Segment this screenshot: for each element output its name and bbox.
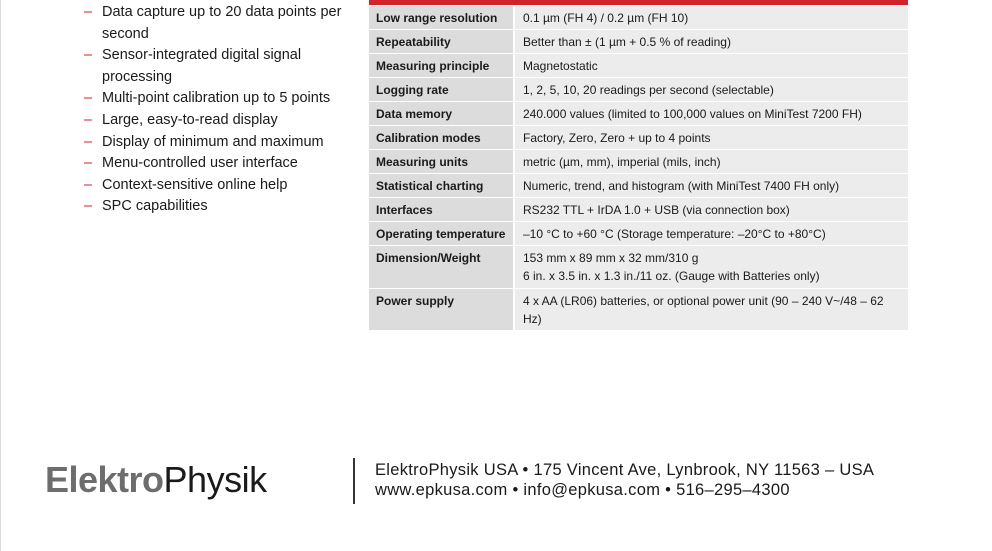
spec-value: –10 °C to +60 °C (Storage temperature: –20°C to +80°C) (515, 222, 908, 245)
spec-label: Measuring principle (369, 54, 515, 77)
spec-value (515, 246, 908, 288)
contact-line: www.epkusa.com • info@epkusa.com • 516–295–4300 (375, 481, 790, 499)
feature-item: – Data capture up to 20 data points per second (84, 4, 342, 42)
address-line: ElektroPhysik USA • 175 Vincent Ave, Lynbrook, NY 11563 – USA (375, 461, 875, 479)
table-row (369, 222, 908, 245)
table-row (369, 30, 908, 53)
table-row (369, 198, 908, 221)
dash-bullet: – (84, 155, 93, 172)
table-row (369, 126, 908, 149)
feature-item: – Large, easy-to-read display (84, 110, 344, 132)
spec-value: 240.000 values (limited to 100,000 values on MiniTest 7200 FH) (515, 102, 908, 125)
table-row (369, 289, 908, 330)
dash-bullet: – (84, 198, 93, 215)
spec-label: Operating temperature (369, 222, 515, 245)
feature-item: – Display of minimum and maximum (84, 132, 344, 154)
table-row (369, 150, 908, 173)
spec-label: Logging rate (369, 78, 515, 101)
spec-value: 1, 2, 5, 10, 20 readings per second (selectable) (515, 78, 908, 101)
spec-label: Calibration modes (369, 126, 515, 149)
contact-block (375, 460, 874, 500)
table-row (369, 102, 908, 125)
spec-value: metric (µm, mm), imperial (mils, inch) (515, 150, 908, 173)
spec-table-container (369, 0, 908, 331)
spec-label: Power supply (369, 289, 515, 330)
table-row (369, 6, 908, 29)
table-row (369, 246, 908, 288)
spec-label: Interfaces (369, 198, 515, 221)
spec-label: Dimension/Weight (369, 246, 515, 288)
dash-bullet: – (84, 4, 93, 20)
spec-value: Factory, Zero, Zero + up to 4 points (515, 126, 908, 149)
table-row (369, 174, 908, 197)
feature-list (84, 2, 344, 218)
dash-bullet: – (84, 133, 93, 150)
spec-label: Low range resolution (369, 6, 515, 29)
spec-label: Statistical charting (369, 174, 515, 197)
spec-value: 0.1 µm (FH 4) / 0.2 µm (FH 10) (515, 6, 908, 29)
logo-part-elektro: Elektro (45, 459, 164, 500)
spec-value: Better than ± (1 µm + 0.5 % of reading) (515, 30, 908, 53)
spec-table (369, 5, 908, 331)
footer-divider (353, 458, 355, 504)
elektrophysik-logo (45, 458, 267, 502)
spec-value: Magnetostatic (515, 54, 908, 77)
spec-label: Measuring units (369, 150, 515, 173)
table-row (369, 78, 908, 101)
spec-value: 4 x AA (LR06) batteries, or optional power unit (90 – 240 V~/48 – 62 Hz) (515, 289, 908, 330)
table-row (369, 54, 908, 77)
dash-bullet: – (84, 111, 93, 128)
feature-item: – Context-sensitive online help (84, 175, 344, 197)
feature-item: – Sensor-integrated digital signal processing (84, 47, 302, 85)
dash-bullet: – (84, 90, 93, 107)
spec-value: RS232 TTL + IrDA 1.0 + USB (via connection box) (515, 198, 908, 221)
dash-bullet: – (84, 176, 93, 193)
feature-item: – Menu-controlled user interface (84, 153, 344, 175)
spec-value-line: 6 in. x 3.5 in. x 1.3 in./11 oz. (Gauge with Batteries only) (523, 269, 820, 283)
spec-value: Numeric, trend, and histogram (with MiniTest 7400 FH only) (515, 174, 908, 197)
spec-label: Data memory (369, 102, 515, 125)
dash-bullet: – (84, 47, 93, 64)
spec-label: Repeatability (369, 30, 515, 53)
feature-item: – SPC capabilities (84, 196, 344, 218)
logo-part-physik: Physik (163, 459, 267, 500)
page-edge (0, 0, 1, 551)
spec-value-line: 153 mm x 89 mm x 32 mm/310 g (523, 251, 699, 265)
feature-item: – Multi-point calibration up to 5 points (84, 88, 344, 110)
